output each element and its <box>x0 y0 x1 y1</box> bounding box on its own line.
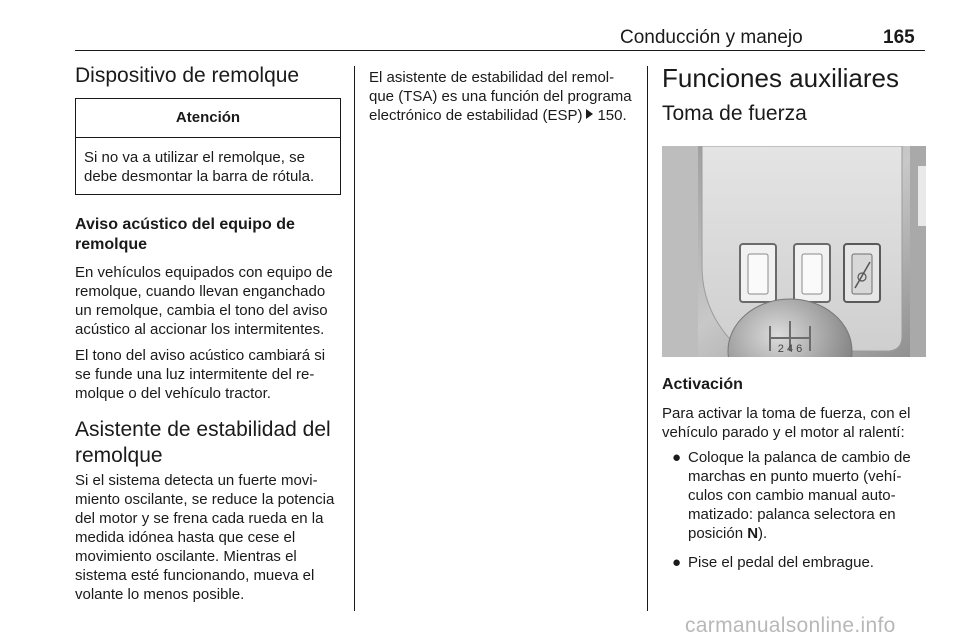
running-header-title: Conducción y manejo <box>620 27 803 48</box>
attention-body: Si no va a utilizar el remolque, se debe desmontar la barra de rótula. <box>84 149 315 185</box>
paragraph: En vehículos equipados con equipo de remolque, cuando llevan enganchado un remolque, cambia el tono del aviso acústico al accionar los intermitentes. <box>75 264 333 338</box>
bullet-icon: ● <box>672 554 682 571</box>
list-item <box>662 448 926 543</box>
paragraph <box>369 68 633 125</box>
section-title-pto: Toma de fuerza <box>662 102 807 125</box>
paragraph-text: El asistente de estabilidad del remolque (TSA) es una función del programa electrónico de estabilidad (ESP) <box>369 69 632 124</box>
attention-heading: Atención <box>76 99 340 138</box>
paragraph: El tono del aviso acústico cambiará si se funde una luz intermitente del remolque o del vehículo tractor. <box>75 347 326 402</box>
column-divider-2 <box>647 66 648 611</box>
list-item-tail: ). <box>758 525 768 542</box>
shift-pattern-label: 2 4 6 <box>777 343 803 355</box>
header-rule <box>75 50 925 51</box>
bullet-icon: ● <box>672 449 682 466</box>
chapter-title: Funciones auxiliares <box>662 63 900 93</box>
middle-column <box>369 68 633 125</box>
right-column <box>662 62 926 582</box>
paragraph: Para activar la toma de fuerza, con el vehículo parado y el motor al ralentí: <box>662 405 911 441</box>
pto-switches-photo <box>662 146 926 357</box>
attention-box <box>75 98 341 195</box>
page-reference-link[interactable]: 150. <box>597 107 627 124</box>
left-column <box>75 62 342 604</box>
subheading-acoustic-warning: Aviso acústico del equipo de remolque <box>75 216 295 253</box>
subheading-activation: Activación <box>662 376 743 393</box>
activation-steps-list <box>662 448 926 572</box>
list-item <box>662 553 926 572</box>
list-item-text: Coloque la palanca de cambio de marchas en punto muerto (vehículos con cambio manual automatizado: palanca selectora en posición <box>688 449 911 542</box>
list-item-text: Pise el pedal del embrague. <box>688 554 874 571</box>
column-divider-1 <box>354 66 355 611</box>
list-item-bold: N <box>747 525 759 542</box>
section-title-towing: Dispositivo de remolque <box>75 64 300 87</box>
page-number: 165 <box>883 27 915 48</box>
section-title-stability: Asistente de estabilidad del remolque <box>75 418 331 467</box>
page-reference-arrow-icon <box>586 109 593 119</box>
watermark: carmanualsonline.info <box>685 614 896 637</box>
paragraph: Si el sistema detecta un fuerte movimiento oscilante, se reduce la potencia del motor y se frena cada rueda en la medida idónea hasta que cese el movimiento oscilante. Mientras el sistema esté funcionando, mueva el volante lo menos posible. <box>75 472 335 603</box>
